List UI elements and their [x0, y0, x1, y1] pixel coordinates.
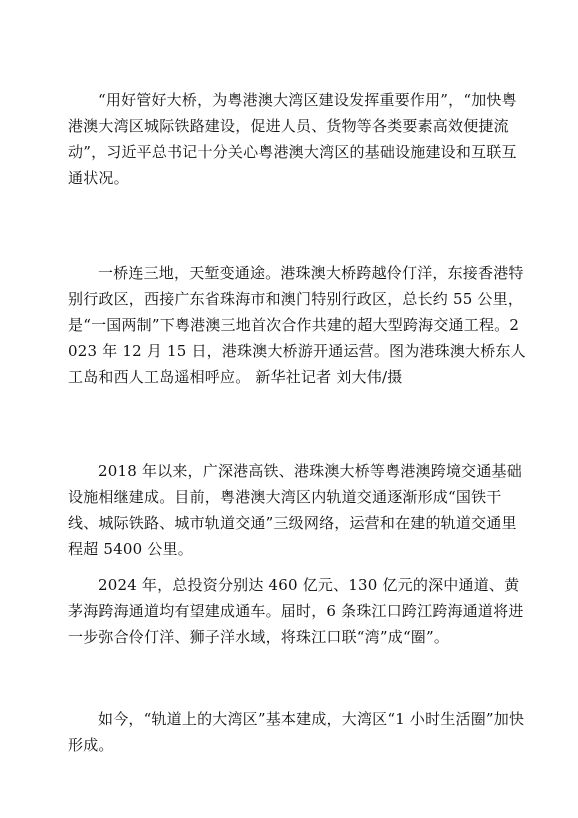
paragraph-bridge-caption: 一桥连三地，天堑变通途。港珠澳大桥跨越伶仃洋，东接香港特别行政区，西接广东省珠海市和澳门特别行政区，总长约 55 公里，是“一国两制”下粤港澳三地首次合作共建的超大型跨海交通工程。2023 年 12 月 15 日，港珠澳大桥游开通运营。图为港珠澳大桥东人工岛和西人工岛遥相呼应。 新华社记者 刘大伟/摄 — [68, 264, 526, 386]
paragraph-conclusion: 如今，“轨道上的大湾区”基本建成，大湾区“1 小时生活圈”加快形成。 — [68, 710, 525, 754]
paragraph-rail-network: 2018 年以来，广深港高铁、港珠澳大桥等粤港澳跨境交通基础设施相继建成。目前，粤港澳大湾区内轨道交通逐渐形成“国铁干线、城际铁路、城市轨道交通”三级网络，运营和在建的轨道交通里程超 5400 公里。 — [68, 462, 522, 558]
paragraph-intro-quote: “用好管好大桥，为粤港澳大湾区建设发挥重要作用”，“加快粤港澳大湾区城际铁路建设，促进人员、货物等各类要素高效便捷流动”，习近平总书记十分关心粤港澳大湾区的基础设施建设和互联互通状况。 — [68, 91, 517, 187]
paragraph-channels-2024: 2024 年，总投资分别达 460 亿元、130 亿元的深中通道、黄茅海跨海通道均有望建成通车。届时，6 条珠江口跨江跨海通道将进一步弥合伶仃洋、狮子洋水域，将珠江口联“湾”成“圈”。 — [68, 576, 524, 646]
